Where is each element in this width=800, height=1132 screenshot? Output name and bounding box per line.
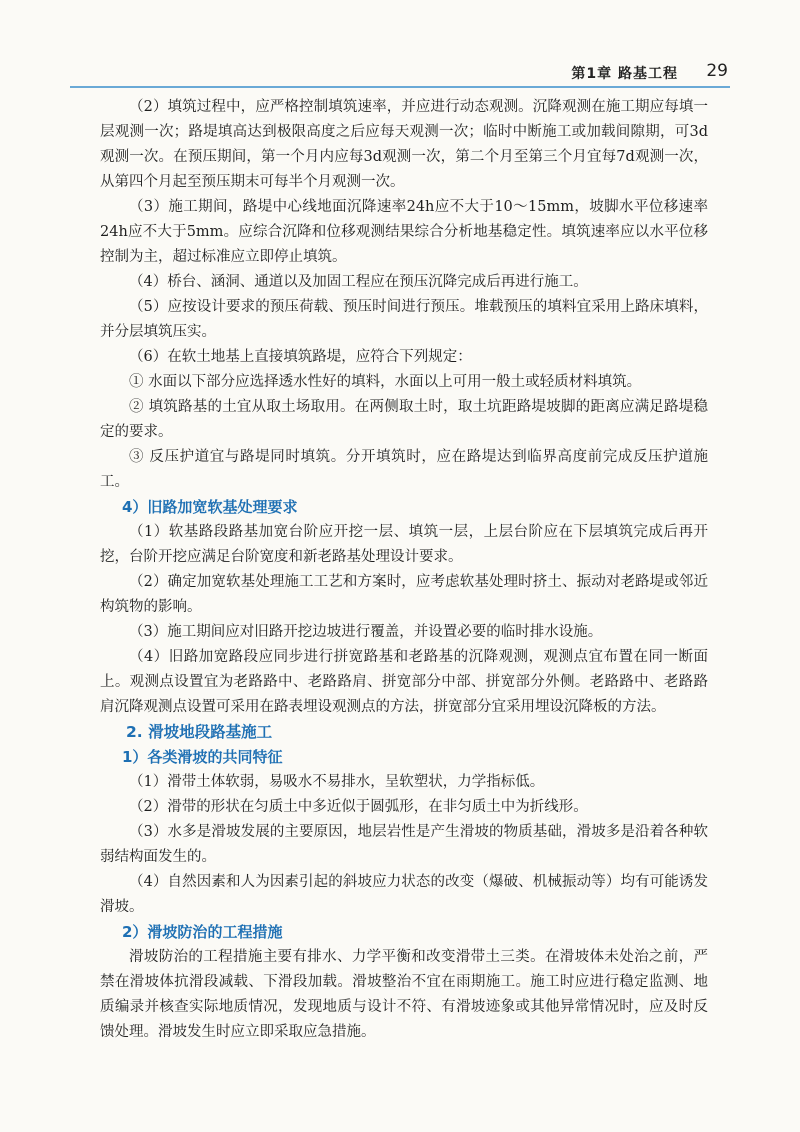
page-body [100, 95, 708, 1045]
paragraph: （2）确定加宽软基处理施工工艺和方案时，应考虑软基处理时挤土、振动对老路堤或邻近构筑物的影响。 [100, 574, 708, 615]
paragraph: ① 水面以下部分应选择透水性好的填料，水面以上可用一般土或轻质材料填筑。 [129, 374, 642, 390]
paragraph: （3）施工期间应对旧路开挖边坡进行覆盖，并设置必要的临时排水设施。 [129, 624, 603, 640]
subsection-heading: 4）旧路加宽软基处理要求 [122, 498, 298, 516]
paragraph: ③ 反压护道宜与路堤同时填筑。分开填筑时，应在路堤达到临界高度前完成反压护道施工。 [100, 449, 708, 490]
paragraph: （2）填筑过程中，应严格控制填筑速率，并应进行动态观测。沉降观测在施工期应每填一层观测一次；路堤填高达到极限高度之后应每天观测一次；临时中断施工或加载间隙期，可3d观测一次。在预压期间，第一个月内应每3d观测一次，第二个月至第三个月宜每7d观测一次，从第四个月起至预压期末可每半个月观测一次。 [100, 99, 708, 190]
paragraph: （1）软基路段路基加宽台阶应开挖一层、填筑一层，上层台阶应在下层填筑完成后再开挖，台阶开挖应满足台阶宽度和新老路基处理设计要求。 [100, 524, 708, 565]
subsection-heading: 2）滑坡防治的工程措施 [122, 923, 283, 941]
subsection-heading: 1）各类滑坡的共同特征 [122, 748, 283, 766]
page-header [70, 58, 730, 88]
paragraph: （4）桥台、涵洞、通道以及加固工程应在预压沉降完成后再进行施工。 [129, 274, 588, 290]
section-heading: 2. 滑坡地段路基施工 [126, 723, 273, 741]
paragraph: ② 填筑路基的土宜从取土场取用。在两侧取土时，取土坑距路堤坡脚的距离应满足路堤稳定的要求。 [100, 399, 708, 440]
paragraph: （4）自然因素和人为因素引起的斜坡应力状态的改变（爆破、机械振动等）均有可能诱发滑坡。 [100, 874, 708, 915]
paragraph: 滑坡防治的工程措施主要有排水、力学平衡和改变滑带土三类。在滑坡体未处治之前，严禁在滑坡体抗滑段减载、下滑段加载。滑坡整治不宜在雨期施工。施工时应进行稳定监测、地质编录并核查实际地质情况，发现地质与设计不符、有滑坡迹象或其他异常情况时，应及时反馈处理。滑坡发生时应立即采取应急措施。 [100, 949, 708, 1040]
paragraph: （1）滑带土体软弱，易吸水不易排水，呈软塑状，力学指标低。 [129, 774, 545, 790]
paragraph: （3）施工期间，路堤中心线地面沉降速率24h应不大于10～15mm，坡脚水平位移速率24h应不大于5mm。应综合沉降和位移观测结果综合分析地基稳定性。填筑速率应以水平位移控制为主，超过标准应立即停止填筑。 [100, 199, 708, 265]
paragraph: （4）旧路加宽路段应同步进行拼宽路基和老路基的沉降观测，观测点宜布置在同一断面上。观测点设置宜为老路路中、老路路肩、拼宽部分中部、拼宽部分外侧。老路路中、老路路肩沉降观测点设置可采用在路表埋设观测点的方法，拼宽部分宜采用埋设沉降板的方法。 [100, 649, 708, 715]
paragraph: （3）水多是滑坡发展的主要原因，地层岩性是产生滑坡的物质基础，滑坡多是沿着各种软弱结构面发生的。 [100, 824, 708, 865]
paragraph: （5）应按设计要求的预压荷载、预压时间进行预压。堆载预压的填料宜采用上路床填料，并分层填筑压实。 [100, 299, 708, 340]
paragraph: （6）在软土地基上直接填筑路堤，应符合下列规定： [129, 349, 472, 365]
paragraph: （2）滑带的形状在匀质土中多近似于圆弧形，在非匀质土中为折线形。 [129, 799, 588, 815]
chapter-title: 第1章 路基工程 [571, 66, 678, 82]
page-number: 29 [706, 61, 728, 81]
